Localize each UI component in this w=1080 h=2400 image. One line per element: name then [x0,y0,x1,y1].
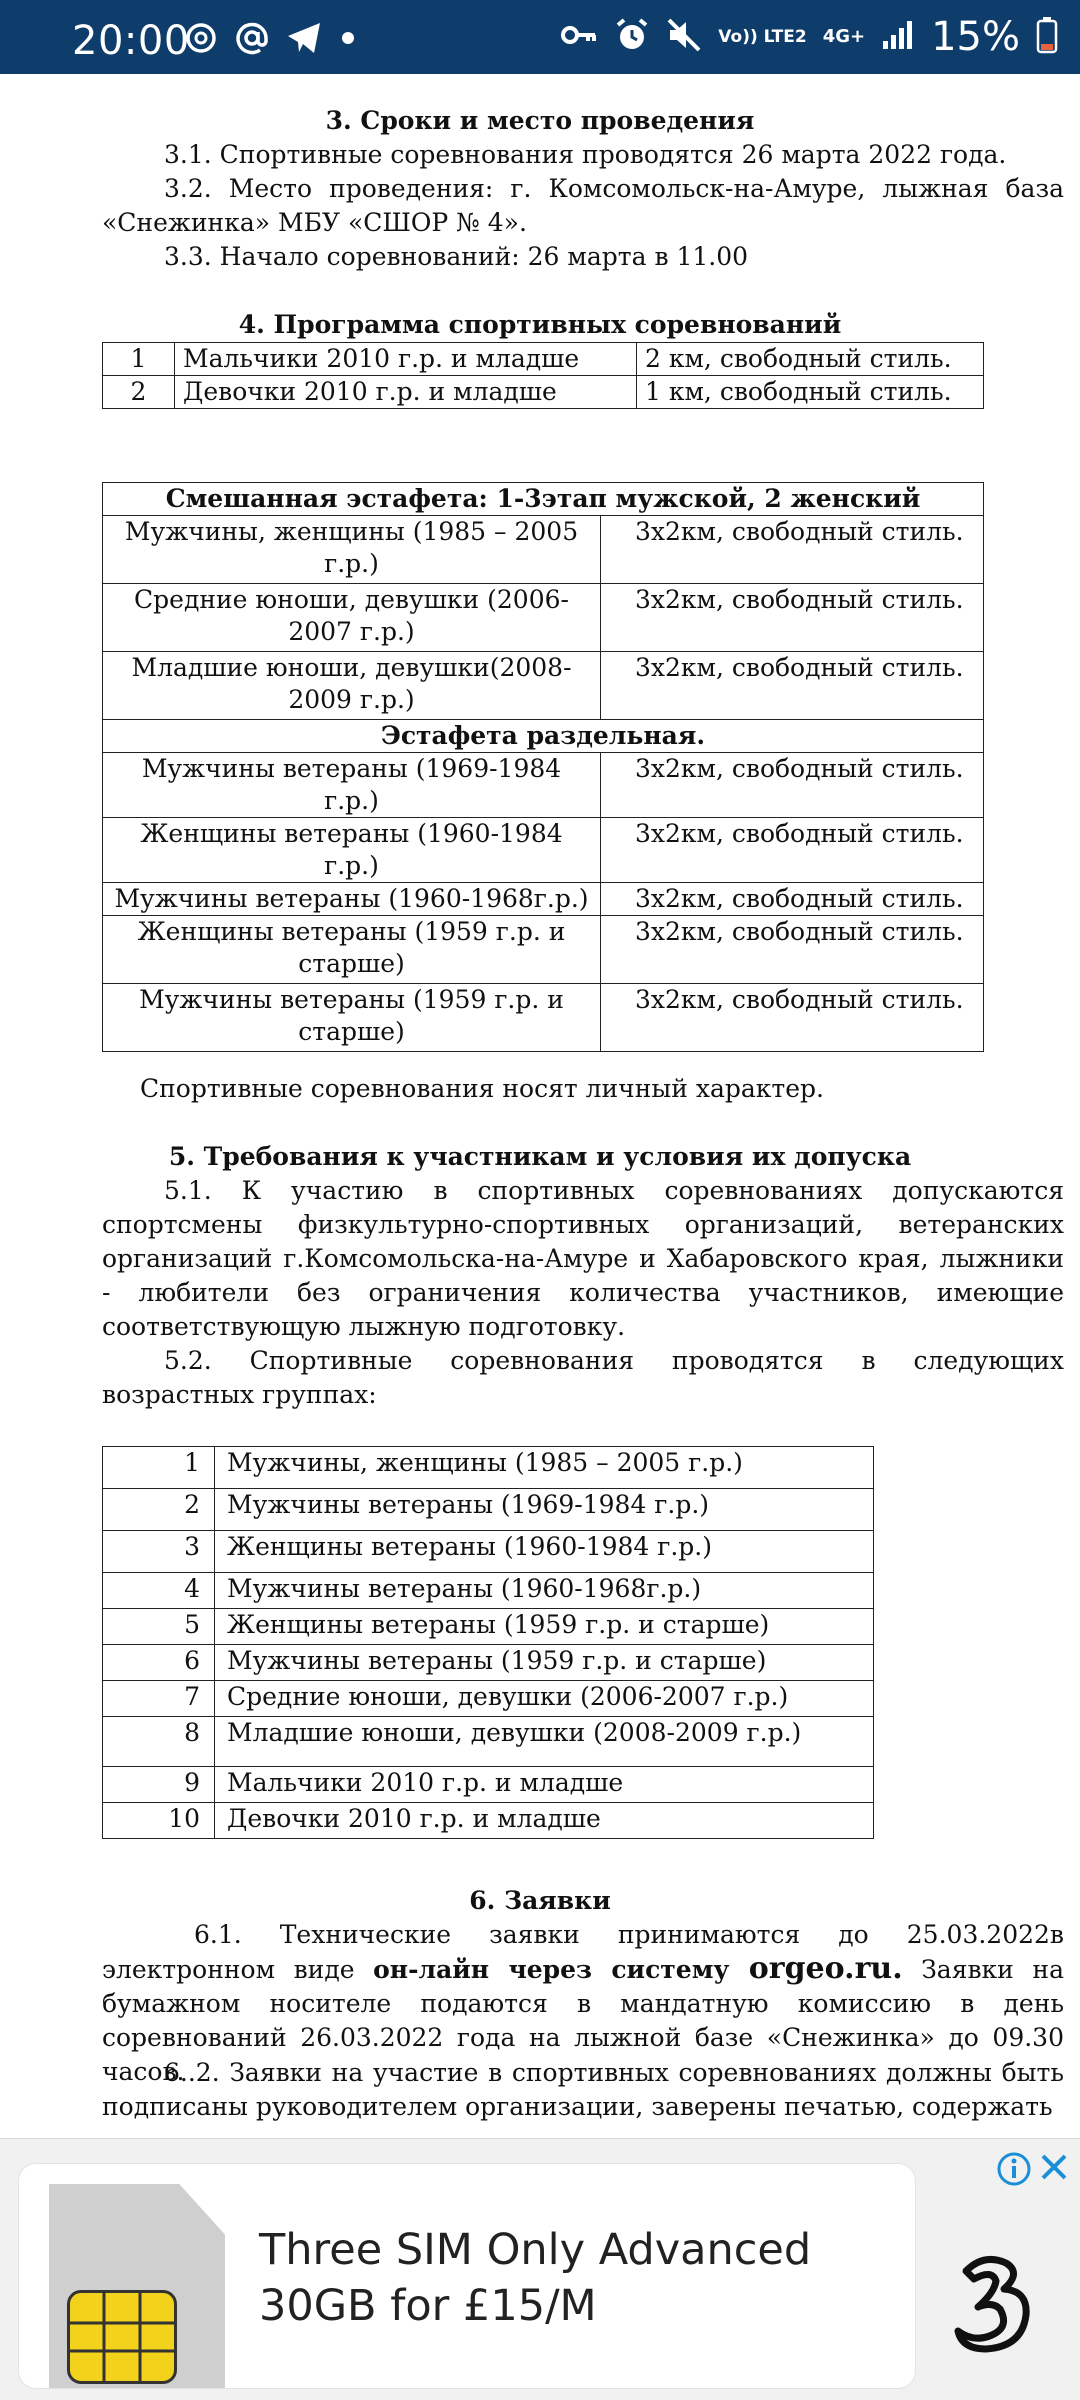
paragraph-3-2: 3.2. Место проведения: г. Комсомольск-на-Амуре, лыжная база «Снежинка» МБУ «СШОР № 4». [102,174,1064,237]
table-cell-group: Младшие юноши, девушки(2008-2009 г.р.) [103,652,601,720]
table-row [103,1573,874,1609]
key-icon [560,20,598,54]
table-row [103,1767,874,1803]
age-groups-table [102,1446,874,1839]
program-table [102,342,984,409]
table-row [103,1803,874,1839]
table-row [103,652,984,720]
table-cell-group: Мужчины, женщины (1985 – 2005 г.р.) [103,516,601,584]
table-cell-number: 2 [103,376,175,409]
paragraph-3-1: 3.1. Спортивные соревнования проводятся 26 марта 2022 года. [164,140,1007,169]
table-row [103,376,984,409]
battery-percent: 15% [931,14,1020,60]
table-cell-distance: 3х2км, свободный стиль. [601,818,984,883]
status-time: 20:00 [72,18,190,64]
orgeo-site-text: orgeo.ru. [748,1951,903,1986]
relay-table [102,482,984,1052]
table-row [103,1645,874,1681]
info-icon[interactable] [996,2151,1032,2191]
table-cell-distance: 3х2км, свободный стиль. [601,584,984,652]
table-cell-group: Мужчины ветераны (1960-1968г.р.) [103,883,601,916]
sync-icon [184,21,218,59]
table-cell-number: 6 [103,1645,215,1681]
relay-mixed-header: Смешанная эстафета: 1-3этап мужской, 2 женский [103,483,984,516]
network-gen-label: 4G+ [822,26,866,47]
table-cell-group: Женщины ветераны (1960-1984 г.р.) [215,1531,874,1573]
document-view[interactable] [0,74,1080,2138]
table-cell-number: 2 [103,1489,215,1531]
table-row [103,516,984,584]
table-cell-distance: 3х2км, свободный стиль. [601,652,984,720]
alarm-icon [614,17,650,57]
table-cell-number: 9 [103,1767,215,1803]
table-cell-distance: 3х2км, свободный стиль. [601,753,984,818]
table-cell-group: Мальчики 2010 г.р. и младше [215,1767,874,1803]
table-cell-group: Женщины ветераны (1959 г.р. и старше) [103,916,601,984]
table-cell-group: Мужчины ветераны (1969-1984 г.р.) [103,753,601,818]
table-cell-number: 3 [103,1531,215,1573]
table-cell-group: Младшие юноши, девушки (2008-2009 г.р.) [215,1717,874,1767]
table-cell-group: Женщины ветераны (1960-1984 г.р.) [103,818,601,883]
table-cell-group: Средние юноши, девушки (2006-2007 г.р.) [103,584,601,652]
ad-banner[interactable] [0,2138,1080,2400]
table-row [103,818,984,883]
network-label: Vo)) LTE2 [718,27,807,47]
ad-headline[interactable]: Three SIM Only Advanced 30GB for £15/M [259,2225,812,2331]
table-cell-group: Средние юноши, девушки (2006-2007 г.р.) [215,1681,874,1717]
section-6-heading: 6. Заявки [469,1886,611,1915]
table-cell-group: Девочки 2010 г.р. и младше [175,376,637,409]
paragraph-6-2: 6..2. Заявки на участие в спортивных соревнованиях должны быть подписаны руководителем организации, заверены печатью, содержать [102,2058,1064,2121]
mute-icon [666,17,702,57]
relay-separate-header: Эстафета раздельная. [103,720,984,753]
telegram-icon [286,21,322,59]
table-cell-number: 1 [103,343,175,376]
table-row [103,343,984,376]
table-cell-number: 1 [103,1447,215,1489]
table-row [103,883,984,916]
paragraph-6-1-rest: Заявки на бумажном носителе подаются в мандатную комиссию в день соревнований 26.03.2022 года на лыжной базе «Снежинка» до 09.30 часов. [102,1955,1064,2086]
personal-character-note: Спортивные соревнования носят личный характер. [140,1074,824,1103]
dot-icon [338,28,358,52]
table-row [103,753,984,818]
table-row [103,1447,874,1489]
table-row [103,1717,874,1767]
paragraph-6-1-text: 6.1. Технические заявки принимаются до 25.03.2022в электронном виде [102,1920,1064,1984]
status-bar [0,0,1080,74]
table-row [103,1531,874,1573]
battery-icon [1036,16,1058,58]
table-cell-group: Мужчины ветераны (1959 г.р. и старше) [103,984,601,1052]
table-cell-distance: 3х2км, свободный стиль. [601,883,984,916]
table-cell-group: Мужчины ветераны (1959 г.р. и старше) [215,1645,874,1681]
table-cell-number: 7 [103,1681,215,1717]
paragraph-5-1: 5.1. К участию в спортивных соревнованиях допускаются спортсмены физкультурно-спортивных организаций, ветеранских организаций г.Комсомольска-на-Амуре и Хабаровского края, лыжники - любители без ограничения количества участников, имеющие соответствующую лыжную подготовку. [102,1176,1064,1341]
table-cell-group: Мужчины, женщины (1985 – 2005 г.р.) [215,1447,874,1489]
sim-chip-image [67,2290,177,2384]
section-4-heading: 4. Программа спортивных соревнований [238,310,842,339]
section-3-heading: 3. Сроки и место проведения [325,106,755,135]
table-cell-group: Женщины ветераны (1959 г.р. и старше) [215,1609,874,1645]
table-cell-distance: 3х2км, свободный стиль. [601,984,984,1052]
table-cell-group: Мужчины ветераны (1969-1984 г.р.) [215,1489,874,1531]
table-cell-number: 5 [103,1609,215,1645]
table-row [103,1489,874,1531]
table-row [103,1609,874,1645]
table-cell-number: 8 [103,1717,215,1767]
table-cell-distance: 3х2км, свободный стиль. [601,916,984,984]
ad-card[interactable] [18,2163,916,2389]
notification-icons [184,20,358,60]
paragraph-5-2: 5.2. Спортивные соревнования проводятся в следующих возрастных группах: [102,1346,1064,1409]
section-5-heading: 5. Требования к участникам и условия их допуска [168,1142,912,1171]
table-row [103,984,984,1052]
at-icon [234,20,270,60]
table-row [103,916,984,984]
table-cell-number: 4 [103,1573,215,1609]
table-cell-group: Мальчики 2010 г.р. и младше [175,343,637,376]
table-header-row [103,720,984,753]
table-cell-number: 10 [103,1803,215,1839]
table-cell-group: Девочки 2010 г.р. и младше [215,1803,874,1839]
system-icons [560,14,1058,60]
signal-icon [881,19,915,55]
paragraph-6-1-bold: он-лайн через систему [373,1955,749,1984]
table-row [103,584,984,652]
close-icon[interactable] [1036,2149,1072,2189]
table-cell-distance: 1 км, свободный стиль. [637,376,984,409]
table-cell-distance: 3х2км, свободный стиль. [601,516,984,584]
table-cell-group: Мужчины ветераны (1960-1968г.р.) [215,1573,874,1609]
table-row [103,1681,874,1717]
table-cell-distance: 2 км, свободный стиль. [637,343,984,376]
paragraph-3-3: 3.3. Начало соревнований: 26 марта в 11.00 [164,242,749,271]
table-header-row [103,483,984,516]
three-logo [944,2251,1044,2367]
